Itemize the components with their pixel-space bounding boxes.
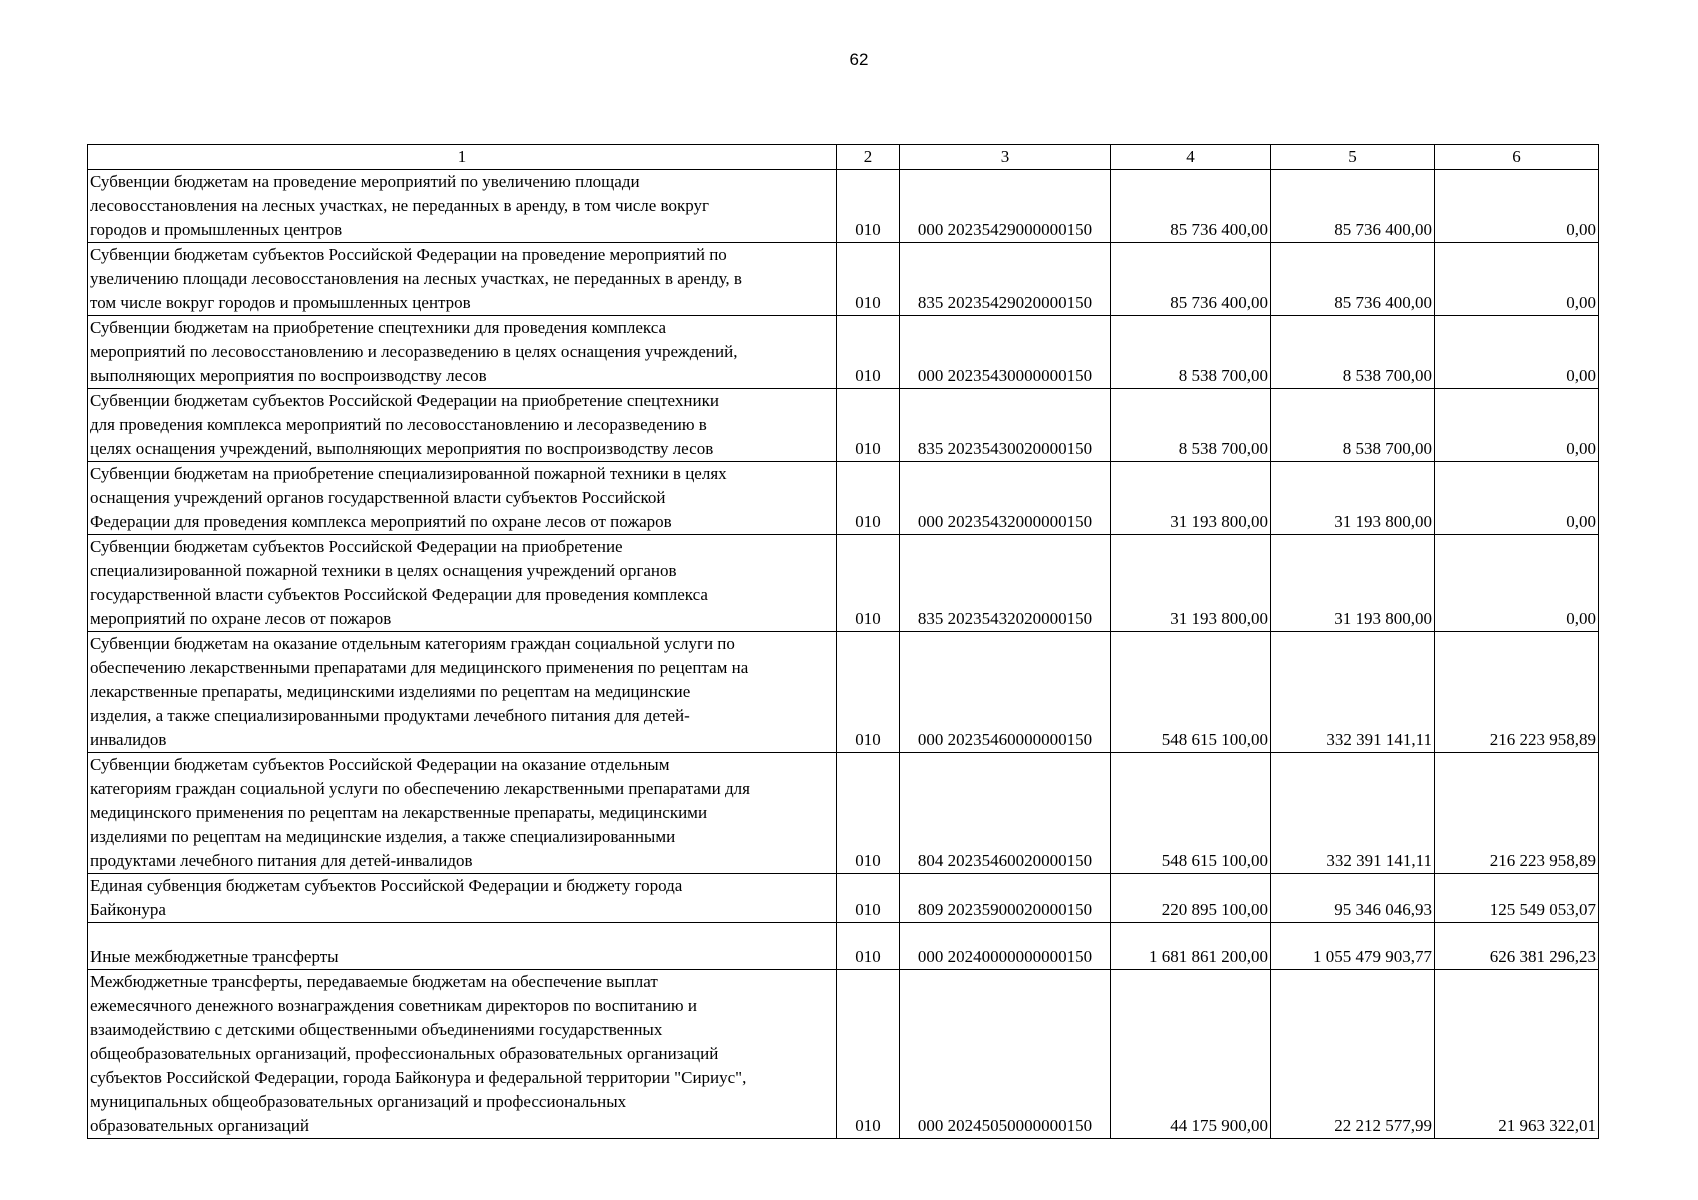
table-row bbox=[88, 923, 1599, 970]
row-code: 010 bbox=[837, 753, 900, 874]
row-code: 010 bbox=[837, 632, 900, 753]
row-value-col6: 0,00 bbox=[1435, 535, 1599, 632]
page-number: 62 bbox=[849, 50, 869, 69]
row-value-col5: 8 538 700,00 bbox=[1271, 389, 1435, 462]
table-row bbox=[88, 170, 1599, 243]
row-value-col6: 216 223 958,89 bbox=[1435, 632, 1599, 753]
row-value-col4: 85 736 400,00 bbox=[1111, 243, 1271, 316]
table-row bbox=[88, 874, 1599, 923]
row-code: 010 bbox=[837, 389, 900, 462]
row-value-col5: 85 736 400,00 bbox=[1271, 170, 1435, 243]
row-description: Иные межбюджетные трансферты bbox=[88, 923, 837, 970]
row-value-col6: 0,00 bbox=[1435, 389, 1599, 462]
row-value-col5: 332 391 141,11 bbox=[1271, 753, 1435, 874]
row-value-col5: 85 736 400,00 bbox=[1271, 243, 1435, 316]
row-value-col4: 548 615 100,00 bbox=[1111, 753, 1271, 874]
row-budget-classification-code: 804 20235460020000150 bbox=[900, 753, 1111, 874]
row-value-col5: 31 193 800,00 bbox=[1271, 535, 1435, 632]
column-header-4: 4 bbox=[1111, 145, 1271, 170]
row-description: Субвенции бюджетам на оказание отдельным категориям граждан социальной услуги по обеспечению лекарственными препаратами для медицинского применения по рецептам на лекарственные препараты, медицинскими изделиями по рецептам на медицинские изделия, а также специализированными продуктами лечебного питания для детей- инвалидов bbox=[88, 632, 837, 753]
row-value-col4: 31 193 800,00 bbox=[1111, 535, 1271, 632]
column-header-3: 3 bbox=[900, 145, 1111, 170]
table-row bbox=[88, 535, 1599, 632]
table-row bbox=[88, 462, 1599, 535]
row-budget-classification-code: 835 20235429020000150 bbox=[900, 243, 1111, 316]
row-description: Субвенции бюджетам субъектов Российской Федерации на приобретение специализированной пожарной техники в целях оснащения учреждений органов государственной власти субъектов Российской Федерации для проведения комплекса мероприятий по охране лесов от пожаров bbox=[88, 535, 837, 632]
row-value-col6: 0,00 bbox=[1435, 462, 1599, 535]
row-value-col5: 1 055 479 903,77 bbox=[1271, 923, 1435, 970]
column-header-6: 6 bbox=[1435, 145, 1599, 170]
table-row bbox=[88, 316, 1599, 389]
row-value-col4: 1 681 861 200,00 bbox=[1111, 923, 1271, 970]
row-value-col5: 95 346 046,93 bbox=[1271, 874, 1435, 923]
table-row bbox=[88, 970, 1599, 1139]
row-code: 010 bbox=[837, 535, 900, 632]
column-header-5: 5 bbox=[1271, 145, 1435, 170]
row-code: 010 bbox=[837, 170, 900, 243]
column-number-row bbox=[88, 145, 1599, 170]
row-budget-classification-code: 835 20235432020000150 bbox=[900, 535, 1111, 632]
row-budget-classification-code: 835 20235430020000150 bbox=[900, 389, 1111, 462]
table-row bbox=[88, 389, 1599, 462]
row-value-col4: 85 736 400,00 bbox=[1111, 170, 1271, 243]
row-description: Единая субвенция бюджетам субъектов Российской Федерации и бюджету города Байконура bbox=[88, 874, 837, 923]
row-code: 010 bbox=[837, 316, 900, 389]
row-value-col6: 0,00 bbox=[1435, 243, 1599, 316]
row-value-col6: 125 549 053,07 bbox=[1435, 874, 1599, 923]
row-budget-classification-code: 000 20235429000000150 bbox=[900, 170, 1111, 243]
row-code: 010 bbox=[837, 923, 900, 970]
row-description: Субвенции бюджетам субъектов Российской Федерации на проведение мероприятий по увеличению площади лесовосстановления на лесных участках, не переданных в аренду, в том числе вокруг городов и промышленных центров bbox=[88, 243, 837, 316]
row-budget-classification-code: 809 20235900020000150 bbox=[900, 874, 1111, 923]
column-header-1: 1 bbox=[88, 145, 837, 170]
row-value-col6: 0,00 bbox=[1435, 170, 1599, 243]
row-description: Субвенции бюджетам на приобретение специализированной пожарной техники в целях оснащения учреждений органов государственной власти субъектов Российской Федерации для проведения комплекса мероприятий по охране лесов от пожаров bbox=[88, 462, 837, 535]
row-value-col4: 8 538 700,00 bbox=[1111, 389, 1271, 462]
table-row bbox=[88, 753, 1599, 874]
row-value-col4: 8 538 700,00 bbox=[1111, 316, 1271, 389]
row-budget-classification-code: 000 20235430000000150 bbox=[900, 316, 1111, 389]
row-code: 010 bbox=[837, 462, 900, 535]
column-header-2: 2 bbox=[837, 145, 900, 170]
row-value-col6: 216 223 958,89 bbox=[1435, 753, 1599, 874]
row-code: 010 bbox=[837, 874, 900, 923]
row-description: Субвенции бюджетам на проведение мероприятий по увеличению площади лесовосстановления на лесных участках, не переданных в аренду, в том числе вокруг городов и промышленных центров bbox=[88, 170, 837, 243]
row-value-col4: 31 193 800,00 bbox=[1111, 462, 1271, 535]
row-value-col5: 332 391 141,11 bbox=[1271, 632, 1435, 753]
row-value-col6: 21 963 322,01 bbox=[1435, 970, 1599, 1139]
row-value-col4: 44 175 900,00 bbox=[1111, 970, 1271, 1139]
row-value-col4: 220 895 100,00 bbox=[1111, 874, 1271, 923]
row-value-col5: 31 193 800,00 bbox=[1271, 462, 1435, 535]
row-value-col4: 548 615 100,00 bbox=[1111, 632, 1271, 753]
row-description: Субвенции бюджетам субъектов Российской Федерации на приобретение спецтехники для проведения комплекса мероприятий по лесовосстановлению и лесоразведению в целях оснащения учреждений, выполняющих мероприятия по воспроизводству лесов bbox=[88, 389, 837, 462]
row-value-col6: 626 381 296,23 bbox=[1435, 923, 1599, 970]
row-code: 010 bbox=[837, 243, 900, 316]
row-description: Межбюджетные трансферты, передаваемые бюджетам на обеспечение выплат ежемесячного денежного вознаграждения советникам директоров по воспитанию и взаимодействию с детскими общественными объединениями государственных общеобразовательных организаций, профессиональных образовательных организаций субъектов Российской Федерации, города Байконура и федеральной территории "Сириус", муниципальных общеобразовательных организаций и профессиональных образовательных организаций bbox=[88, 970, 837, 1139]
row-budget-classification-code: 000 20235432000000150 bbox=[900, 462, 1111, 535]
budget-table bbox=[87, 144, 1599, 1139]
table-row bbox=[88, 243, 1599, 316]
row-description: Субвенции бюджетам на приобретение спецтехники для проведения комплекса мероприятий по лесовосстановлению и лесоразведению в целях оснащения учреждений, выполняющих мероприятия по воспроизводству лесов bbox=[88, 316, 837, 389]
row-budget-classification-code: 000 20245050000000150 bbox=[900, 970, 1111, 1139]
row-value-col5: 22 212 577,99 bbox=[1271, 970, 1435, 1139]
row-code: 010 bbox=[837, 970, 900, 1139]
row-value-col6: 0,00 bbox=[1435, 316, 1599, 389]
row-value-col5: 8 538 700,00 bbox=[1271, 316, 1435, 389]
row-description: Субвенции бюджетам субъектов Российской Федерации на оказание отдельным категориям граждан социальной услуги по обеспечению лекарственными препаратами для медицинского применения по рецептам на лекарственные препараты, медицинскими изделиями по рецептам на медицинские изделия, а также специализированными продуктами лечебного питания для детей-инвалидов bbox=[88, 753, 837, 874]
table-row bbox=[88, 632, 1599, 753]
row-budget-classification-code: 000 20235460000000150 bbox=[900, 632, 1111, 753]
row-budget-classification-code: 000 20240000000000150 bbox=[900, 923, 1111, 970]
